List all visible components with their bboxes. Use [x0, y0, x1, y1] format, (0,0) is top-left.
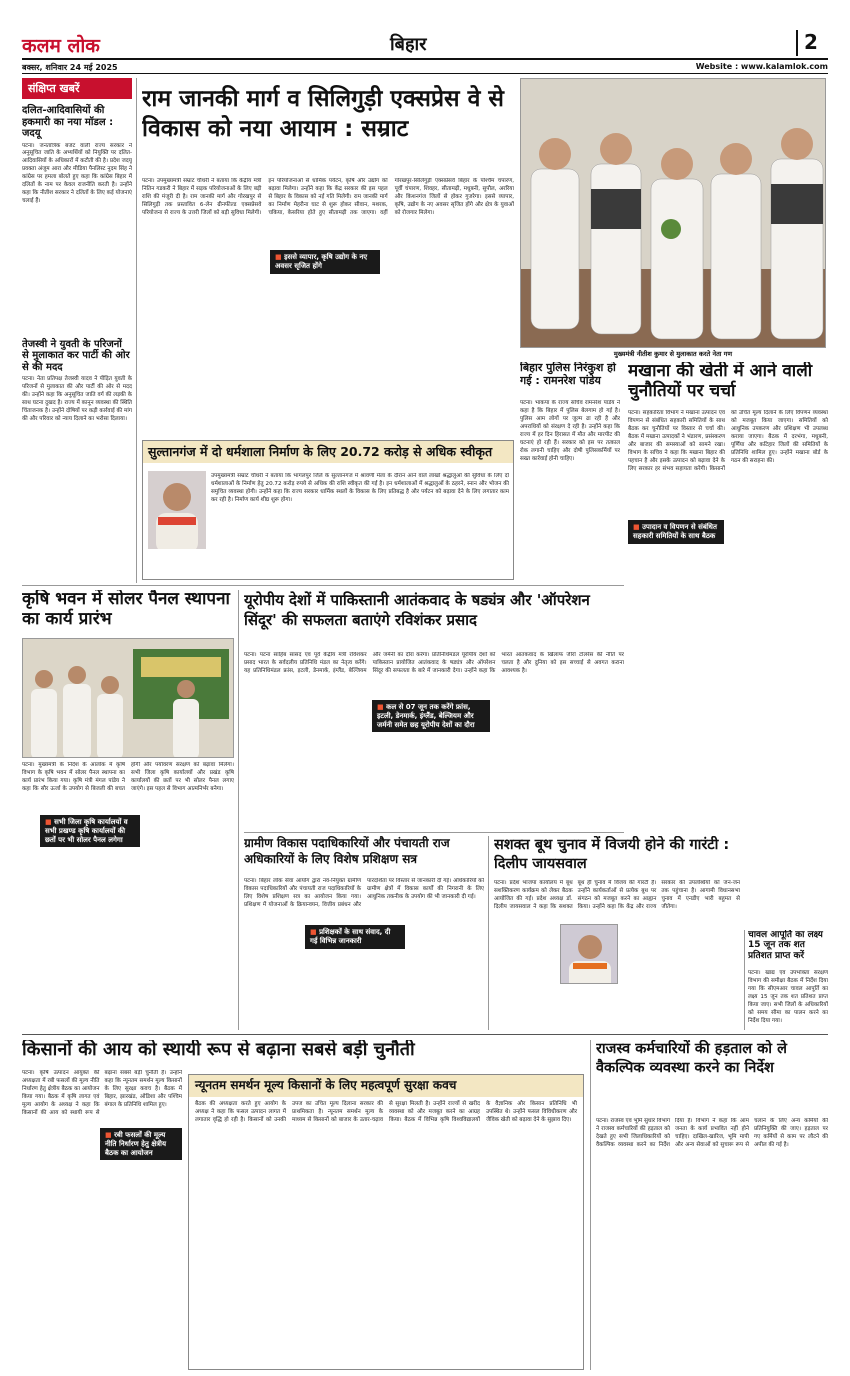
makhana-pullquote-text: उपादान व विपणन से संबंधित सहकारी समितियों के साथ बैठक	[633, 523, 717, 540]
masthead	[0, 0, 850, 72]
panchayat-divider	[488, 836, 489, 1030]
makhana-headline: मखाना की खेती में आने वाली चुनौतियों पर चर्चा	[628, 362, 813, 401]
solar-photo-illustration	[23, 639, 234, 758]
page-number: 2	[804, 30, 818, 54]
portrait-illustration	[148, 471, 206, 549]
panchayat-pullquote-text: प्रशिक्षकों के साथ संवाद, दी गई विभिन्न जानकारी	[310, 928, 391, 945]
masthead-rule	[22, 58, 828, 60]
prasad-pullquote-text: कल से 07 जून तक करेंगे फ्रांस, इटली, डेनमार्क, इंग्लैंड, बेल्जियम और जर्मनी समेत छह यूरोपीय देशों का दौरा	[377, 703, 475, 729]
strike-body-text: पटना। राजस्व एवं भूमि सुधार विभाग ने राजस्व कर्मचारियों की हड़ताल को देखते हुए सभी जिलाधिकारियों को वैकल्पिक व्यवस्था करने का निर्देश दिया है। विभाग ने कहा कि आम जनता के कार्य प्रभावित नहीं होने चाहिए। दाखिल-खारिज, भूमि मापी और अन्य सेवाओं को सुचारू रूप से चलाने के लिए अन्य कर्मियों की प्रतिनियुक्ति की जाए। हड़ताल पर गए कर्मियों से काम पर लौटने की अपील की गई है।	[596, 1118, 828, 1148]
booth-headline: सशक्त बूथ चुनाव में विजयी होने की गारंटी : दिलीप जायसवाल	[494, 837, 730, 872]
header-bottom-rule	[22, 73, 828, 74]
lead-pullquote: ■ इससे व्यापार, कृषि उद्योग के नए अवसर सृजित होंगे	[270, 250, 380, 274]
msp-body	[189, 1097, 583, 1367]
farmers-pullquote: ■ रबी फसलों की मूल्य नीति निर्धारण हेतु क्षेत्रीय बैठक का आयोजन	[100, 1128, 182, 1160]
brief-item1-headline: दलित-आदिवासियों की हकमारी का नया मॉडल : जदयू	[22, 105, 114, 139]
farmers-body-text: पटना। कृषि उत्पादन आयुक्त की अध्यक्षता में रबी फसलों की मूल्य नीति निर्धारण हेतु क्षेत्रीय बैठक का आयोजन किया गया। बैठक में कृषि लागत एवं मूल्य आयोग के अध्यक्ष ने कहा कि किसानों की आय को स्थायी रूप से बढ़ाना सबसे बड़ी चुनौती है। उन्होंने कहा कि न्यूनतम समर्थन मूल्य किसानों के लिए सुरक्षा कवच है। बैठक में बिहार, झारखंड, ओडिशा और पश्चिम बंगाल के प्रतिनिधि शामिल हुए।	[22, 1070, 182, 1116]
brief-divider	[136, 78, 137, 583]
strike-body	[596, 1118, 828, 1370]
sultanganj-headline: सुल्तानगंज में दो धर्मशाला निर्माण के लिए 20.72 करोड़ से अधिक स्वीकृत	[143, 441, 513, 463]
rice-headline: चावल आपूर्ति का लक्ष्य 15 जून तक शत प्रतिशत प्राप्त करें	[748, 930, 823, 961]
brief-item2-headline: तेजस्वी ने युवती के परिजनों से मुलाकात कर पार्टी की ओर से की मदद	[22, 338, 130, 373]
lead-body-text: पटना। उपमुख्यमंत्री सम्राट चौधरी ने बताया कि केंद्रीय मंत्री नितिन गडकरी ने बिहार में सड़क परियोजनाओं के लिए बड़ी राशि की मंजूरी दी है। राम जानकी मार्ग और गोरखपुर से सिलिगुड़ी तक प्रस्तावित 6-लेन ग्रीनफील्ड एक्सप्रेसवे परियोजना से राज्य के उत्तरी जिलों को बड़ी सुविधा मिलेगी। इन परियोजनाओं से धार्मिक पर्यटन, कृषि और उद्योग को बढ़ावा मिलेगा। उन्होंने कहा कि केंद्र सरकार की इस पहल से बिहार के विकास को नई गति मिलेगी। राम जानकी मार्ग का निर्माण मेहरौना घाट से शुरू होकर सीवान, मशरक, चकिया, केसरिया होते हुए सीतामढ़ी तक जाएगा। वहीं गोरखपुर-सिलिगुड़ी एक्सप्रेसवे बिहार के पश्चिम चंपारण, पूर्वी चंपारण, शिवहर, सीतामढ़ी, मधुबनी, सुपौल, अररिया और किशनगंज जिलों से होकर गुजरेगा। इससे व्यापार, कृषि, उद्योग के नए अवसर सृजित होंगे और क्षेत्र के युवाओं को रोजगार मिलेगा।	[142, 178, 514, 216]
lead-photo	[520, 78, 826, 348]
panchayat-headline: ग्रामीण विकास पदाधिकारियों और पंचायती राज अधिकारियों के लिए विशेष प्रशिक्षण सत्र	[244, 836, 450, 866]
dateline: बक्सर, शनिवार 24 मई 2025	[22, 63, 118, 72]
makhana-pullquote: ■ उपादान व विपणन से संबंधित सहकारी समितियों के साथ बैठक	[628, 520, 724, 544]
panchayat-pullquote: ■ प्रशिक्षकों के साथ संवाद, दी गई विभिन्न जानकारी	[305, 925, 405, 949]
booth-portrait-illustration	[561, 925, 618, 984]
prasad-body	[244, 652, 624, 830]
lead-photo-illustration	[521, 79, 826, 348]
makhana-body-text: पटना। सहकारिता विभाग ने मखाना उत्पादन एवं विपणन से संबंधित सहकारी समितियों के साथ बैठक कर चुनौतियों पर विस्तार से चर्चा की। बैठक में मखाना उत्पादकों ने भंडारण, प्रसंस्करण और बाजार की समस्याओं को सामने रखा। विभाग के सचिव ने कहा कि मखाना बिहार की पहचान है और इसके उत्पादन को बढ़ावा देने के लिए सरकार हर संभव सहायता करेगी। किसानों को उचित मूल्य दिलाने के लिए विपणन व्यवस्था को मजबूत किया जाएगा। समितियों को आधुनिक उपकरण और प्रशिक्षण भी उपलब्ध कराया जाएगा। बैठक में दरभंगा, मधुबनी, पूर्णिया और कटिहार जिलों की समितियों के प्रतिनिधि शामिल हुए। उन्होंने मखाना बोर्ड के गठन की सराहना की।	[628, 410, 828, 472]
solar-pullquote-text: सभी जिला कृषि कार्यालयों व सभी प्रखण्ड कृषि कार्यालयों की छतों पर भी सोलर पैनल लगेगा	[45, 818, 128, 844]
solar-headline: कृषि भवन में सोलर पैनल स्थापना का कार्य प्रारंभ	[22, 590, 230, 629]
booth-portrait	[560, 924, 618, 984]
lead-headline: राम जानकी मार्ग व सिलिगुड़ी एक्सप्रेस वे से विकास को नया आयाम : सम्राट	[142, 86, 504, 143]
police-headline: बिहार पुलिस निरंकुश हो गई : रामनरेश पांडेय	[520, 362, 616, 387]
rice-body: पटना। खाद्य एवं उपभोक्ता संरक्षण विभाग की समीक्षा बैठक में निर्देश दिया गया कि सीएमआर चावल आपूर्ति का लक्ष्य 15 जून तक शत प्रतिशत प्राप्त किया जाए। सभी जिलों के अधिकारियों को समय सीमा का पालन करने का निर्देश दिया गया।	[748, 970, 828, 1024]
section-label: बिहार	[390, 34, 427, 55]
msp-headline: न्यूनतम समर्थन मूल्य किसानों के लिए महत्वपूर्ण सुरक्षा कवच	[189, 1075, 583, 1097]
prasad-pullquote: ■ कल से 07 जून तक करेंगे फ्रांस, इटली, डेनमार्क, इंग्लैंड, बेल्जियम और जर्मनी समेत छह यूरोपीय देशों का दौरा	[372, 700, 490, 732]
row1-divider	[22, 585, 624, 586]
page-number-divider	[796, 30, 798, 56]
paper-name: कलम लोक	[22, 35, 100, 57]
website: Website : www.kalamlok.com	[695, 62, 828, 71]
farmers-pullquote-text: रबी फसलों की मूल्य नीति निर्धारण हेतु क्षेत्रीय बैठक का आयोजन	[105, 1131, 167, 1157]
prasad-headline: यूरोपीय देशों में पाकिस्तानी आतंकवाद के षड्यंत्र और 'ऑपरेशन सिंदूर' की सफलता बताएंगे रविशंकर प्रसाद	[244, 591, 590, 630]
lead-photo-caption: मुख्यमंत्री नीतीश कुमार से मुलाकात करते नेता गण	[613, 350, 733, 358]
brief-column	[22, 78, 132, 583]
row2-divider	[22, 1034, 828, 1035]
solar-divider	[238, 590, 239, 1030]
prasad-bottom-rule	[244, 832, 624, 833]
solar-body	[22, 762, 234, 1030]
prasad-body-text: पटना। पटना साहिब सांसद एवं पूर्व केंद्रीय मंत्री रविशंकर प्रसाद भारत के सर्वदलीय प्रतिनिधि मंडल का नेतृत्व करेंगे। यह प्रतिनिधिमंडल फ्रांस, इटली, डेनमार्क, इंग्लैंड, बेल्जियम और जर्मनी का दौरा करेगा। प्रतिनिधिमंडल यूरोपीय देशों को पाकिस्तान प्रायोजित आतंकवाद के षड्यंत्र और ऑपरेशन सिंदूर की सफलता के बारे में जानकारी देगा। उन्होंने कहा कि भारत आतंकवाद के खिलाफ जीरो टॉलरेंस की नीति पर चलता है और दुनिया को इस सच्चाई से अवगत कराना आवश्यक है।	[244, 652, 624, 674]
msp-body-text: बैठक की अध्यक्षता करते हुए आयोग के अध्यक्ष ने कहा कि फसल उत्पादन लागत में लगातार वृद्धि हो रही है। किसानों को उनकी उपज का उचित मूल्य दिलाना सरकार की प्राथमिकता है। न्यूनतम समर्थन मूल्य के माध्यम से किसानों को बाजार के उतार-चढ़ाव से सुरक्षा मिलती है। उन्होंने राज्यों से खरीद व्यवस्था को और मजबूत करने का आग्रह किया। बैठक में विभिन्न कृषि विश्वविद्यालयों के वैज्ञानिक और किसान प्रतिनिधि भी उपस्थित थे। उन्होंने फसल विविधीकरण और जैविक खेती को बढ़ावा देने के सुझाव दिए।	[195, 1100, 577, 1123]
sultanganj-portrait	[148, 471, 206, 549]
solar-body-text: पटना। मुख्यमंत्री के निर्देश के आलोक में कृषि विभाग के कृषि भवन में सोलर पैनल स्थापना का कार्य प्रारंभ किया गया। कृषि मंत्री मंगल पांडेय ने कहा कि सौर ऊर्जा के उपयोग से बिजली की बचत होगी और पर्यावरण संरक्षण को बढ़ावा मिलेगा। सभी जिला कृषि कार्यालयों और प्रखंड कृषि कार्यालयों की छतों पर भी सोलर पैनल लगाए जाएंगे। इस पहल से विभाग आत्मनिर्भर बनेगा।	[22, 762, 234, 792]
police-body: पटना। भाकपा के राज्य सचिव रामनरेश पांडेय ने कहा है कि बिहार में पुलिस बेलगाम हो गई है। पुलिस आम लोगों पर जुल्म ढा रही है और अपराधियों को संरक्षण दे रही है। उन्होंने कहा कि राज्य में हर दिन हिरासत में मौत और मारपीट की घटनाएं हो रही हैं। सरकार को इस पर तत्काल रोक लगानी चाहिए और दोषी पुलिसकर्मियों पर सख्त कार्रवाई होनी चाहिए।	[520, 400, 620, 462]
solar-pullquote: ■ सभी जिला कृषि कार्यालयों व सभी प्रखण्ड कृषि कार्यालयों की छतों पर भी सोलर पैनल लगेगा	[40, 815, 140, 847]
panchayat-body	[244, 878, 484, 1028]
farmers-headline: किसानों की आय को स्थायी रूप से बढ़ाना सबसे बड़ी चुनौती	[22, 1040, 415, 1060]
lead-pullquote-text: इससे व्यापार, कृषि उद्योग के नए अवसर सृजित होंगे	[275, 253, 368, 270]
msp-frame	[188, 1074, 584, 1370]
right-column-divider	[744, 930, 745, 1030]
sultanganj-body: उपमुख्यमंत्री सम्राट चौधरी ने बताया कि भागलपुर जिले के सुल्तानगंज में श्रावणी मेला के दौरान आने वाले लाखों श्रद्धालुओं की सुविधा के लिए दो धर्मशालाओं के निर्माण हेतु 20.72 करोड़ रुपये से अधिक की राशि स्वीकृत की गई है। इन धर्मशालाओं में श्रद्धालुओं के ठहरने, स्नान और भोजन की समुचित व्यवस्था होगी। उन्होंने कहा कि राज्य सरकार धार्मिक स्थलों के विकास के लिए प्रतिबद्ध है और पर्यटन को बढ़ावा देने के लिए लगातार काम कर रही है। निर्माण कार्य शीघ्र शुरू होगा।	[211, 473, 509, 503]
brief-title: संक्षिप्त खबरें	[22, 78, 132, 99]
booth-body-text: पटना। प्रदेश भाजपा कार्यालय में बूथ सशक्तिकरण कार्यक्रम को लेकर बैठक आयोजित की गई। प्रदेश अध्यक्ष डॉ. दिलीप जायसवाल ने कहा कि सशक्त बूथ ही चुनाव में विजय की गारंटी है। उन्होंने कार्यकर्ताओं से प्रत्येक बूथ पर संगठन को मजबूत करने का आह्वान किया। उन्होंने कहा कि केंद्र और राज्य सरकार की उपलब्धियों को जन-जन तक पहुंचाना है। आगामी विधानसभा चुनाव में एनडीए भारी बहुमत से जीतेगा।	[494, 880, 740, 910]
farmers-body	[22, 1070, 182, 1370]
strike-divider	[590, 1040, 591, 1370]
lead-body	[142, 178, 514, 438]
strike-headline: राजस्व कर्मचारियों की हड़ताल को ले वैकल्पिक व्यवस्था करने का निर्देश	[596, 1041, 787, 1076]
brief-item1-body: पटना। जनतांत्रिक बजट वाली राज्य सरकार ने अनुसूचित जाति के अभ्यर्थियों को नियुक्ति पर दलित-आदिवासियों के अधिकारों में कटौती की है। प्रदेश जदयू प्रवक्ता अंजुम आरा और मीडिया पैनलिस्ट नुदम सिंह ने कांग्रेस पर हमला बोलते हुए कहा कि कांग्रेस बिहार में दलितों के नाम पर केवल राजनीति करती है। उन्होंने कहा कि नीतीश सरकार ने दलितों के लिए कई योजनाएं चलाई हैं।	[22, 142, 132, 205]
brief-item2-body: पटना। नेता प्रतिपक्ष तेजस्वी यादव ने पीड़ित युवती के परिजनों से मुलाकात की और पार्टी की ओर से मदद की। उन्होंने कहा कि अनुसूचित जाति वर्ग की लड़की के साथ घटना दुखद है। राज्य में कानून व्यवस्था की स्थिति चिंताजनक है। उन्होंने दोषियों पर कड़ी कार्रवाई की मांग की और परिवार को न्याय दिलाने का भरोसा दिलाया।	[22, 376, 132, 422]
sultanganj-frame	[142, 440, 514, 580]
solar-photo	[22, 638, 234, 758]
panchayat-body-text: पटना। बिहार लोक सेवा आयोग द्वारा नव-नियुक्त ग्रामीण विकास पदाधिकारियों और पंचायती राज पदाधिकारियों के लिए विशेष प्रशिक्षण सत्र का आयोजन किया गया। प्रशिक्षण में योजनाओं के क्रियान्वयन, वित्तीय प्रबंधन और पारदर्शिता पर विस्तार से जानकारी दी गई। अधिकारियों को ग्रामीण क्षेत्रों में विकास कार्यों की निगरानी के लिए आधुनिक तकनीक के उपयोग की भी जानकारी दी गई।	[244, 878, 484, 908]
